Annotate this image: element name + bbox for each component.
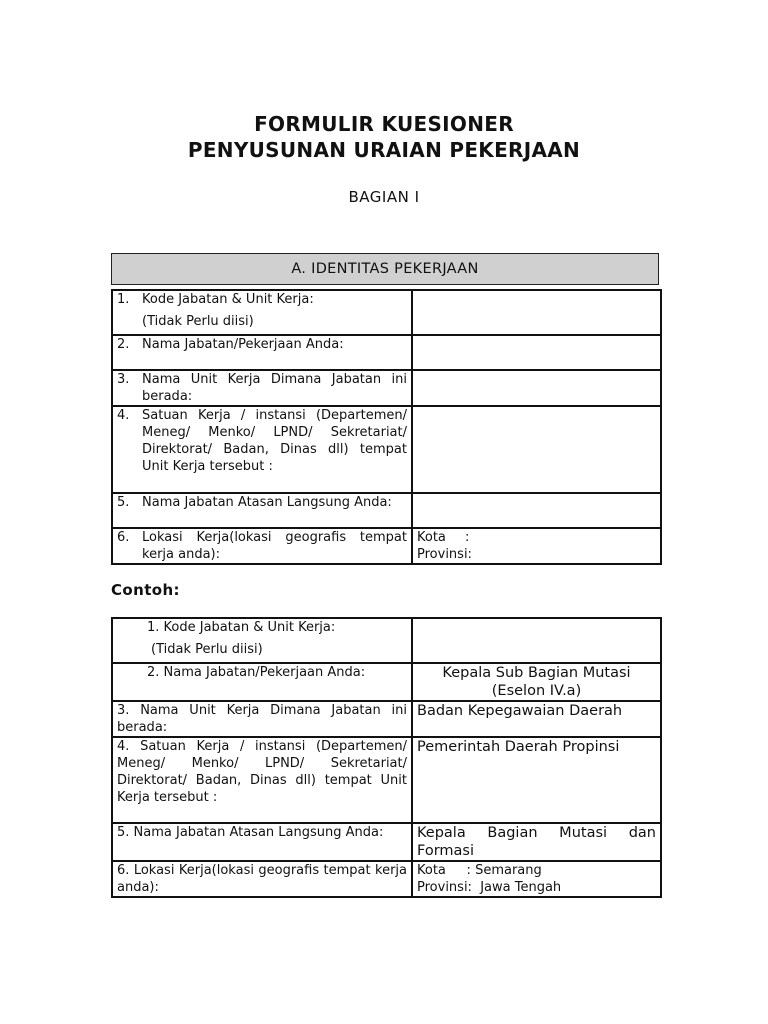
example-answer: Badan Kepegawaian Daerah [412,701,661,737]
question-label: 6. Lokasi Kerja(lokasi geografis tempat kerja anda): [117,863,407,895]
question-label: 1. Kode Jabatan & Unit Kerja: [147,620,336,635]
table-row [112,493,661,528]
location-answer-field[interactable] [412,528,661,564]
table-row [112,290,661,335]
answer-field[interactable] [412,335,661,370]
row-number: 3. [117,372,130,387]
question-label: Lokasi Kerja(lokasi geografis tempat kerja anda): [142,530,407,562]
example-question-cell [112,663,412,701]
example-answer: Kepala Bagian Mutasi dan Formasi [412,823,661,861]
kota-label: Kota [417,530,446,545]
table-row [112,618,661,663]
form-subtitle: PENYUSUNAN URAIAN PEKERJAAN [187,138,581,162]
table-row [112,528,661,564]
question-label: 4. Satuan Kerja / instansi (Departemen/ Meneg/ Menko/ LPND/ Sekretariat/ Direktorat/ Badan, Dinas dll) tempat Unit Kerja tersebut : [117,739,407,805]
row-number: 6. [117,530,130,545]
example-answer: Pemerintah Daerah Propinsi [412,737,661,823]
question-label: Nama Unit Kerja Dimana Jabatan ini berada: [142,372,407,404]
table-row [112,737,661,823]
question-label: 5. Nama Jabatan Atasan Langsung Anda: [117,825,384,840]
example-question-cell [112,618,412,663]
answer-field[interactable] [412,406,661,493]
provinsi-label: Provinsi: [417,547,472,562]
example-location-answer [412,861,661,897]
answer-field[interactable] [412,493,661,528]
question-cell [112,406,412,493]
form-title: FORMULIR KUESIONER [254,112,514,136]
example-question-cell [112,737,412,823]
question-label: Kode Jabatan & Unit Kerja: [142,292,314,307]
row-number: 1. [117,292,130,307]
table-row [112,701,661,737]
example-answer: Kepala Sub Bagian Mutasi (Eselon IV.a) [412,663,661,701]
provinsi-value: Provinsi: Jawa Tengah [417,880,562,895]
example-form-table [111,617,662,898]
question-note: (Tidak Perlu diisi) [151,642,263,657]
table-row [112,370,661,406]
row-number: 2. [117,337,130,352]
section-label: BAGIAN I [348,188,420,206]
question-label: Nama Jabatan/Pekerjaan Anda: [142,337,344,352]
section-a-header: A. IDENTITAS PEKERJAAN [111,253,659,285]
question-cell [112,528,412,564]
question-label: Satuan Kerja / instansi (Departemen/ Meneg/ Menko/ LPND/ Sekretariat/ Direktorat/ Badan, Dinas dll) tempat Unit Kerja tersebut : [142,408,407,474]
example-answer [412,618,661,663]
question-note: (Tidak Perlu diisi) [142,314,254,329]
kota-value: Kota : Semarang [417,863,542,878]
question-cell [112,335,412,370]
table-row [112,861,661,897]
row-number: 5. [117,495,130,510]
table-row [112,335,661,370]
example-heading: Contoh: [111,581,180,599]
answer-field[interactable] [412,370,661,406]
answer-field[interactable] [412,290,661,335]
table-row [112,663,661,701]
table-row [112,823,661,861]
example-question-cell [112,701,412,737]
question-label: 3. Nama Unit Kerja Dimana Jabatan ini berada: [117,703,407,735]
identity-form-table [111,289,662,565]
question-cell [112,370,412,406]
table-row [112,406,661,493]
question-label: 2. Nama Jabatan/Pekerjaan Anda: [147,665,366,680]
question-label: Nama Jabatan Atasan Langsung Anda: [142,495,392,510]
example-question-cell [112,861,412,897]
row-number: 4. [117,408,130,423]
question-cell [112,493,412,528]
question-cell [112,290,412,335]
kota-separator: : [465,530,470,545]
example-question-cell [112,823,412,861]
